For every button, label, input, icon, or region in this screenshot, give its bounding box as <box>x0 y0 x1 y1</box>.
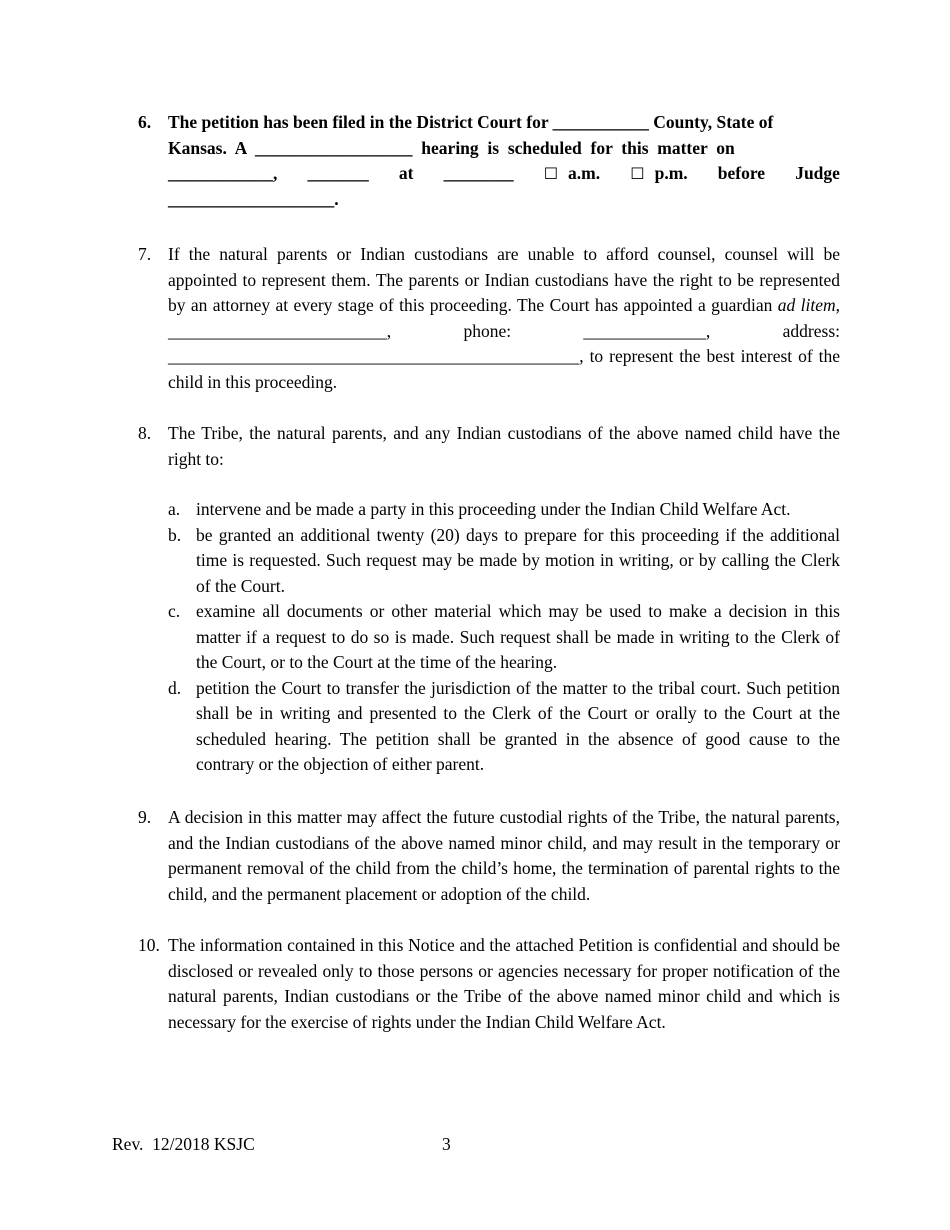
hearing-date-blank: ____________, <box>168 163 278 183</box>
item-9-text: A decision in this matter may affect the future custodial rights of the Tribe, the natural parents, and the Indian custodians of the above named minor child, and may result in the temporary or permanent removal of the child from the child’s home, the termination of parental rights to the child, and the permanent placement or adoption of the child. <box>168 807 840 904</box>
before-label: before <box>717 163 766 183</box>
pm-label: p.m. <box>654 163 688 183</box>
item-10 <box>138 933 840 1035</box>
judge-label: Judge <box>795 163 840 183</box>
item-8-number: 8. <box>138 423 152 443</box>
subitem-text: be granted an additional twenty (20) days to prepare for this proceeding if the additional time is requested. Such request may be made by motion in writing, or by calling the Clerk of the Court. <box>196 524 840 596</box>
hearing-time-blank: ________ <box>443 163 514 183</box>
pm-option[interactable] <box>630 161 687 187</box>
item-10-text: The information contained in this Notice and the attached Petition is confidential and should be disclosed or revealed only to those persons or agencies necessary for proper notification of the natural parents, Indian custodians or the Tribe of the above named minor child and which is necessary for the exercise of rights under the Indian Child Welfare Act. <box>168 935 840 1032</box>
hearing-blank: _______ <box>307 163 369 183</box>
item-8 <box>138 421 840 472</box>
subitem-text: intervene and be made a party in this proceeding under the Indian Child Welfare Act. <box>196 499 791 519</box>
at-label: at <box>398 163 414 183</box>
subitem-c <box>168 599 840 676</box>
subitem-label: a. <box>168 499 181 519</box>
subitem-label: b. <box>168 524 182 545</box>
subitem-label: c. <box>168 601 181 621</box>
item-6-line-1 <box>168 110 840 136</box>
item-7-number: 7. <box>138 244 152 264</box>
ad-litem-text: ad litem <box>777 295 836 315</box>
item-6-hearing-text: Kansas. A __________________ hearing is scheduled for this matter on <box>168 137 735 158</box>
footer-page-number: 3 <box>442 1134 451 1154</box>
item-9-number: 9. <box>138 807 152 827</box>
subitem-d <box>168 676 840 778</box>
item-7-text-b: , _________________________, phone: ______________, address: _______________________________________________, to represent the best interest of the child in this proceeding. <box>168 295 840 392</box>
item-7-text <box>168 242 840 395</box>
subitem-label: d. <box>168 677 182 698</box>
item-9 <box>138 805 840 907</box>
item-6 <box>138 110 840 212</box>
footer-revision: Rev. 12/2018 KSJC <box>112 1134 255 1154</box>
judge-name-blank: ___________________. <box>168 188 339 209</box>
item-10-number: 10. <box>138 935 160 955</box>
item-6-number: 6. <box>138 112 152 132</box>
am-option[interactable] <box>544 161 600 187</box>
item-6-court-county-text: The petition has been filed in the District Court for ___________ County, State of <box>168 112 774 132</box>
item-6-line-3 <box>168 161 840 187</box>
subitem-a <box>168 497 840 523</box>
subitem-text: petition the Court to transfer the jurisdiction of the matter to the tribal court. Such petition shall be in writing and presented to the Clerk of the Court or orally to the Court at the scheduled hearing. The petition shall be granted in the absence of good cause to the contrary or the objection of either parent. <box>196 677 840 774</box>
item-8-intro: The Tribe, the natural parents, and any Indian custodians of the above named child have the right to: <box>168 423 840 469</box>
am-label: a.m. <box>568 163 601 183</box>
am-checkbox-icon[interactable]: ☐ <box>543 164 559 183</box>
item-8-subitems <box>138 497 840 778</box>
pm-checkbox-icon[interactable]: ☐ <box>630 164 645 183</box>
subitem-text: examine all documents or other material which may be used to make a decision in this matter if a request to do so is made. Such request shall be made in writing to the Clerk of the Court, or to the Court at the time of the hearing. <box>196 601 840 672</box>
item-7-text-a: If the natural parents or Indian custodians are unable to afford counsel, counsel will be appointed to represent them. The parents or Indian custodians have the right to be represented by an attorney at every stage of this proceeding. The Court has appointed a guardian <box>168 244 840 315</box>
item-6-line-2 <box>168 136 840 162</box>
item-7 <box>138 242 840 395</box>
subitem-b <box>168 523 840 600</box>
